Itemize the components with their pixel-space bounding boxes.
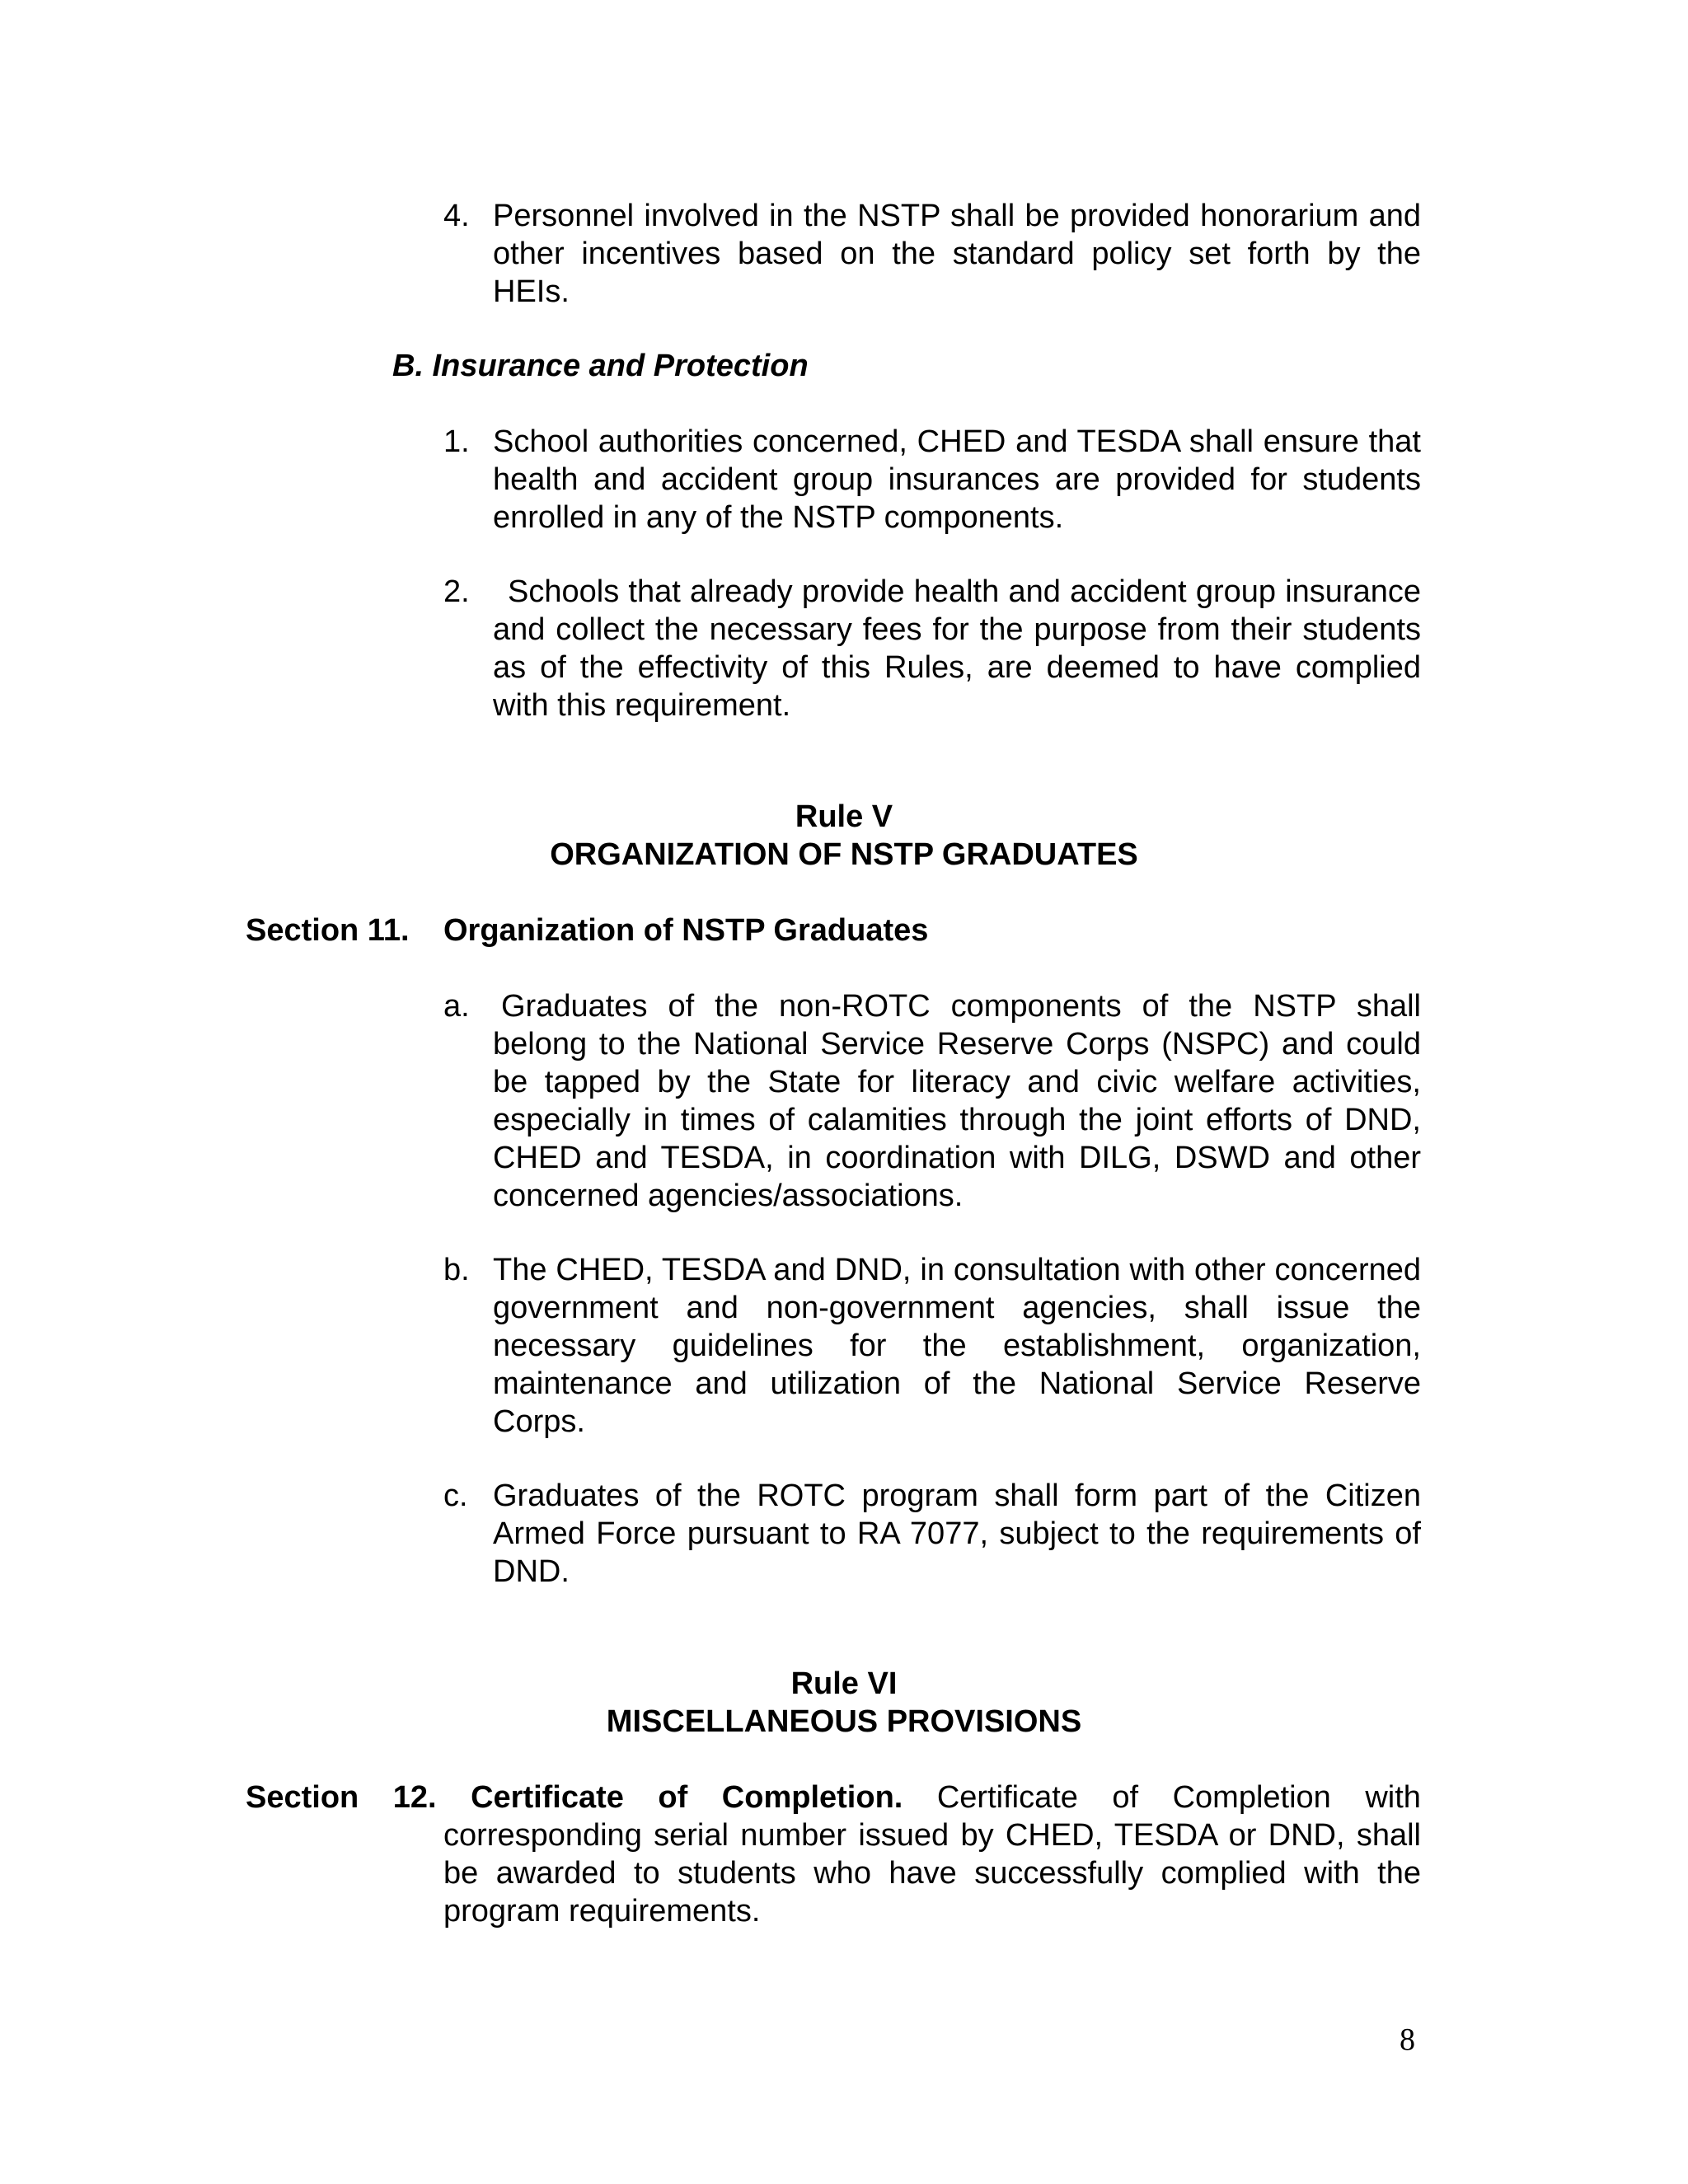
list-item-text: Personnel involved in the NSTP shall be provided honorarium and other incentives based on the standard policy set forth by the HEIs.	[493, 199, 1421, 309]
list-item-number: c.	[443, 1479, 468, 1513]
subsection-heading: B. Insurance and Protection	[392, 349, 809, 383]
section-text-word: with	[1365, 1780, 1421, 1815]
rule-number: Rule VI	[790, 1666, 898, 1701]
section-text-word: Certificate	[936, 1780, 1078, 1815]
section-title: Organization of NSTP Graduates	[443, 913, 929, 948]
section-paragraph	[246, 1779, 1421, 1930]
section-title-word: Completion.	[721, 1780, 903, 1815]
rule-title: ORGANIZATION OF NSTP GRADUATES	[550, 837, 1138, 872]
list-item	[443, 1477, 1421, 1591]
list-item	[443, 1251, 1421, 1441]
list-item-number: b.	[443, 1253, 470, 1287]
section-text-word: Completion	[1172, 1780, 1331, 1815]
list-item-number: 2.	[443, 574, 470, 609]
list-item-text: Graduates of the ROTC program shall form part of the Citizen Armed Force pursuant to RA 7077, subject to the requirements of DND.	[493, 1479, 1421, 1589]
list-item-number: 4.	[443, 199, 470, 233]
section-text: corresponding serial number issued by CHED, TESDA or DND, shall be awarded to students who have successfully complied with the program requirements.	[443, 1818, 1421, 1929]
page-number: 8	[1400, 2022, 1415, 2057]
list-item-number: 1.	[443, 424, 470, 459]
section-label: Section	[246, 1780, 359, 1815]
list-item	[443, 423, 1421, 537]
list-item-number: a.	[443, 989, 470, 1024]
section-label: Section 11.	[246, 913, 410, 948]
list-item-text: School authorities concerned, CHED and TESDA shall ensure that health and accident group insurances are provided for students enrolled in any of the NSTP components.	[493, 424, 1421, 535]
list-item-text: The CHED, TESDA and DND, in consultation with other concerned government and non-government agencies, shall issue the necessary guidelines for the establishment, organization, maintenance and utilization of the National Service Reserve Corps.	[493, 1253, 1421, 1439]
list-item	[443, 197, 1421, 311]
list-item-text: Graduates of the non-ROTC components of the NSTP shall belong to the National Service Reserve Corps (NSPC) and could be tapped by the State for literacy and civic welfare activities, especially in times of calamities through the joint efforts of DND, CHED and TESDA, in coordination with DILG, DSWD and other concerned agencies/associations.	[493, 989, 1421, 1213]
list-item	[443, 573, 1421, 724]
list-item-text: Schools that already provide health and accident group insurance and collect the necessary fees for the purpose from their students as of the effectivity of this Rules, are deemed to have complied with this requirement.	[493, 574, 1421, 723]
section-title-word: Certificate	[471, 1780, 624, 1815]
section-number: 12.	[392, 1780, 437, 1815]
rule-title: MISCELLANEOUS PROVISIONS	[606, 1704, 1082, 1739]
section-title-word: of	[658, 1780, 688, 1815]
section-first-line	[246, 1779, 1421, 1816]
section-text-word: of	[1112, 1780, 1139, 1815]
list-item	[443, 987, 1421, 1215]
rule-number: Rule V	[795, 799, 893, 834]
